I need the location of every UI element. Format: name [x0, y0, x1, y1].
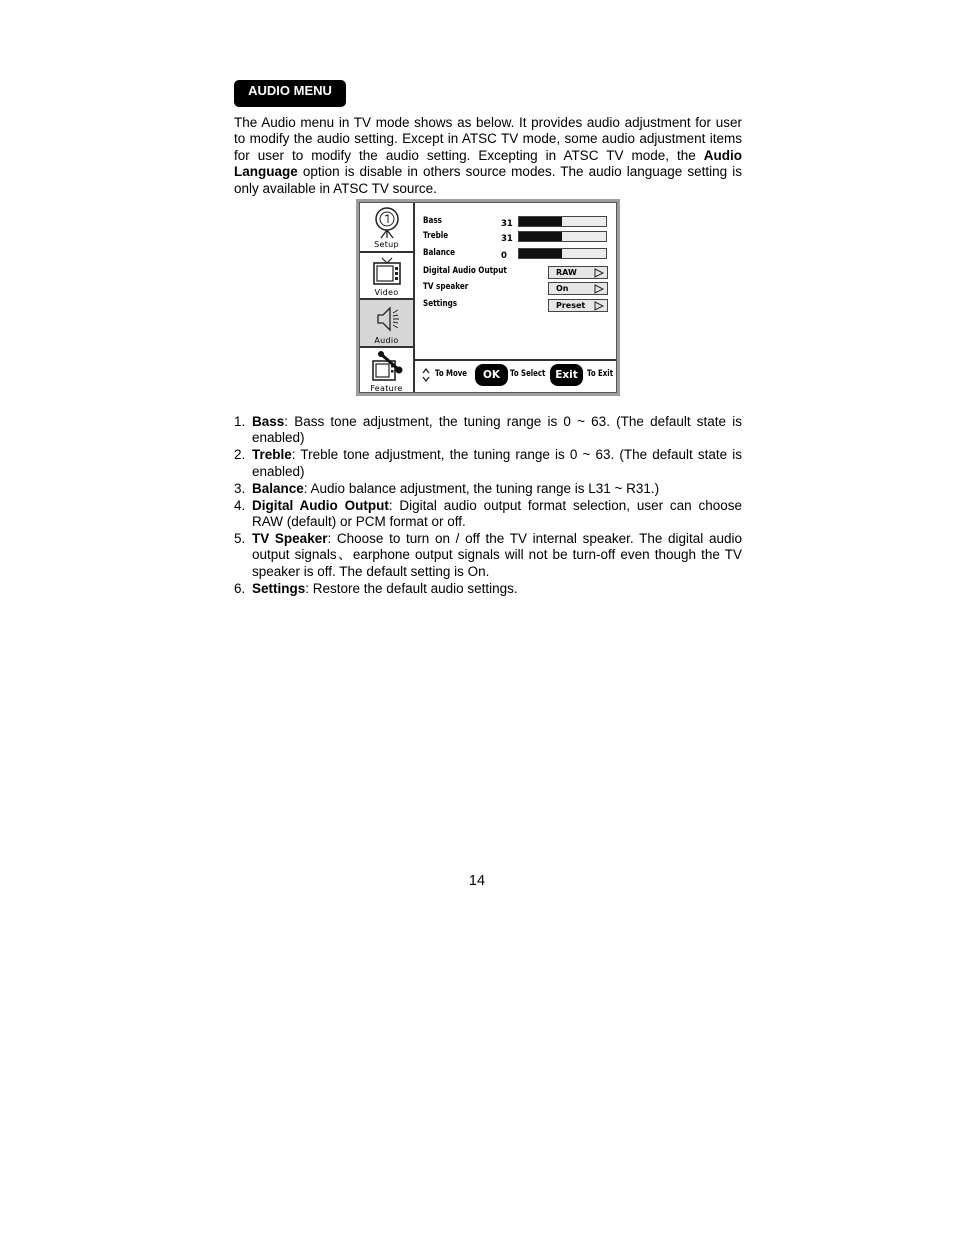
item-term: Balance [252, 480, 304, 496]
osd-sidebar [360, 203, 415, 392]
treble-slider[interactable] [518, 231, 607, 242]
sidebar-item-setup[interactable] [360, 203, 413, 253]
sidebar-label-feature: Feature [370, 384, 403, 393]
intro-paragraph [234, 115, 742, 197]
bass-value: 31 [501, 219, 513, 229]
list-item [234, 581, 742, 597]
audio-menu-screenshot [356, 199, 620, 396]
bass-slider-fill [519, 217, 562, 226]
list-item [234, 531, 742, 580]
tv-speaker-row[interactable] [423, 282, 618, 294]
item-term: Treble [252, 447, 292, 463]
settings-value: Preset [556, 301, 586, 310]
item-number: 4. [234, 497, 246, 513]
exit-button[interactable]: Exit [550, 364, 583, 386]
list-item [234, 481, 742, 497]
bass-label: Bass [423, 216, 442, 226]
tv-speaker-value: On [556, 284, 569, 293]
tv-icon [372, 256, 402, 287]
sidebar-item-feature[interactable] [360, 348, 413, 394]
item-text: : Digital audio output format selection, user can choose RAW (default) or PCM format or off. [252, 497, 742, 529]
settings-description-list [234, 414, 742, 597]
item-number: 2. [234, 447, 246, 463]
balance-value: 0 [501, 251, 507, 261]
balance-slider[interactable] [518, 248, 607, 259]
item-number: 5. [234, 530, 246, 546]
item-text: : Audio balance adjustment, the tuning range is L31 ~ R31.) [303, 480, 660, 496]
item-number: 3. [234, 480, 246, 496]
triangle-right-icon [594, 268, 604, 278]
intro-text: The Audio menu in TV mode shows as below. It provides audio adjustment for user to modify the audio setting. Except in ATSC TV mode, some audio adjustment items for user to modify the audio setting. Excepting in ATSC TV mode, the [234, 115, 742, 163]
footer-select-text: To Select [510, 369, 546, 379]
bass-row[interactable] [423, 216, 618, 228]
footer-move-text: To Move [435, 369, 468, 379]
sidebar-item-audio[interactable] [360, 300, 413, 348]
intro-bold-term: Audio Language [234, 147, 742, 180]
section-heading: AUDIO MENU [234, 80, 346, 107]
balance-label: Balance [423, 248, 456, 258]
sidebar-label-setup: Setup [374, 240, 399, 249]
tv-speaker-select[interactable] [548, 282, 608, 295]
tv-speaker-label: TV speaker [423, 282, 469, 292]
item-text: : Choose to turn on / off the TV internal speaker. The digital audio output signals、earphone output signals will not be turn-off even though the TV speaker is off. The default setting is On. [252, 530, 742, 579]
item-text: : Restore the default audio settings. [305, 580, 518, 596]
sidebar-item-video[interactable] [360, 253, 413, 300]
item-number: 1. [234, 414, 246, 429]
item-term: Bass [252, 414, 285, 429]
triangle-right-icon [594, 301, 604, 311]
item-text: : Treble tone adjustment, the tuning range is 0 ~ 63. (The default state is enabled) [252, 447, 742, 479]
ok-button[interactable]: OK [475, 364, 508, 386]
item-term: Settings [252, 580, 306, 596]
bass-slider[interactable] [518, 216, 607, 227]
digital-audio-output-select[interactable] [548, 266, 608, 279]
up-down-arrows-icon [422, 368, 430, 382]
sidebar-label-video: Video [374, 288, 399, 297]
balance-slider-fill [519, 249, 562, 258]
osd-footer [415, 359, 616, 392]
triangle-right-icon [594, 284, 604, 294]
speaker-icon [372, 303, 402, 335]
treble-label: Treble [423, 231, 449, 241]
page-number: 14 [468, 873, 486, 889]
satellite-dish-icon [372, 206, 402, 239]
treble-row[interactable] [423, 231, 618, 243]
list-item [234, 414, 742, 447]
digital-audio-output-value: RAW [556, 268, 577, 277]
item-number: 6. [234, 580, 246, 596]
list-item [234, 498, 742, 531]
treble-slider-fill [519, 232, 562, 241]
settings-row[interactable] [423, 299, 618, 311]
treble-value: 31 [501, 234, 513, 244]
item-term: Digital Audio Output [252, 497, 389, 513]
list-item [234, 447, 742, 480]
settings-label: Settings [423, 299, 458, 309]
footer-exit-text: To Exit [587, 369, 614, 379]
intro-text-end: option is disable in others source modes. The audio language setting is only available in ATSC TV source. [234, 164, 742, 196]
sidebar-label-audio: Audio [374, 336, 399, 345]
item-term: TV Speaker [252, 530, 328, 546]
tv-wrench-icon [370, 351, 404, 383]
balance-row[interactable] [423, 248, 618, 260]
settings-select[interactable] [548, 299, 608, 312]
digital-audio-output-row[interactable] [423, 266, 618, 278]
item-text: : Bass tone adjustment, the tuning range is 0 ~ 63. (The default state is enabled) [252, 414, 742, 446]
digital-audio-output-label: Digital Audio Output [423, 266, 507, 276]
